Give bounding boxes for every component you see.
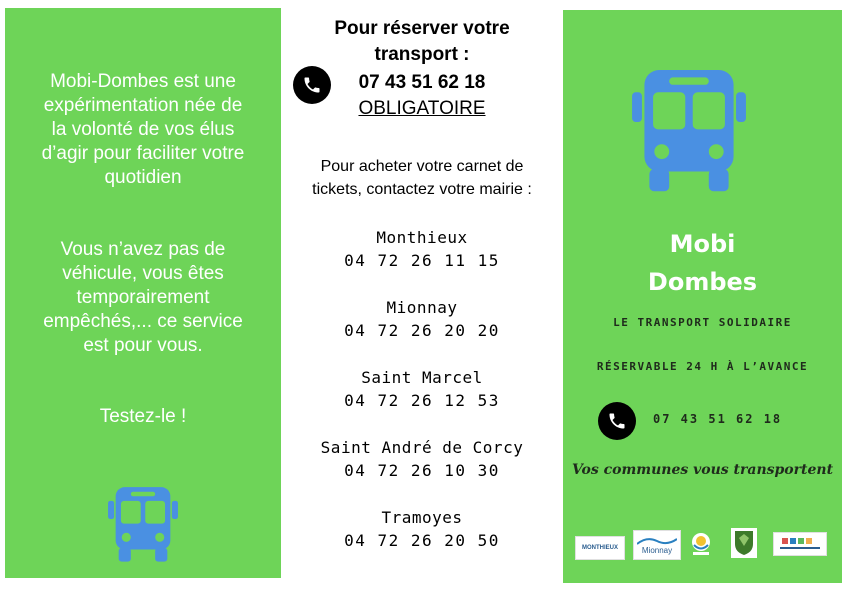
crest-icon <box>690 530 712 558</box>
slogan: Vos communes vous transportent <box>571 462 834 478</box>
intro-paragraph <box>5 70 281 190</box>
audience-line: est pour vous. <box>83 335 203 356</box>
mairie-phone: 04 72 26 12 53 <box>344 391 500 410</box>
mairie-entry <box>281 506 563 552</box>
mairie-name: Tramoyes <box>381 508 463 527</box>
mairie-phone: 04 72 26 11 15 <box>344 251 500 270</box>
reservation-phone: 07 43 51 62 18 <box>358 72 486 93</box>
audience-paragraph <box>5 238 281 358</box>
mairie-name: Mionnay <box>386 298 458 317</box>
logo-tramoyes <box>773 532 827 556</box>
left-panel <box>5 8 281 578</box>
shield-icon <box>731 528 757 558</box>
mairie-phone: 04 72 26 10 30 <box>344 461 500 480</box>
mairie-name: Monthieux <box>376 228 468 247</box>
logo-graphic-icon <box>776 535 824 553</box>
mairie-phone: 04 72 26 20 50 <box>344 531 500 550</box>
mairie-entry <box>281 366 563 412</box>
bus-icon <box>105 484 181 564</box>
audience-line: empêchés,... ce service <box>43 311 243 332</box>
audience-line: Vous n’avez pas de <box>60 239 226 260</box>
brand-title-2: Dombes <box>647 268 758 296</box>
logo-mionnay <box>633 530 681 560</box>
mairie-entry <box>281 226 563 272</box>
mairie-entry <box>281 296 563 342</box>
audience-line: véhicule, vous êtes <box>62 263 224 284</box>
tagline: LE TRANSPORT SOLIDAIRE <box>613 316 792 329</box>
bus-icon <box>627 65 751 195</box>
tickets-line: tickets, contactez votre mairie : <box>312 181 532 198</box>
reservation-phone: 07 43 51 62 18 <box>653 412 783 426</box>
right-panel <box>563 10 842 583</box>
logo-label: Mionnay <box>641 545 673 555</box>
wave-icon <box>637 536 677 546</box>
phone-icon <box>598 402 636 440</box>
cta-text: Testez-le ! <box>99 406 187 427</box>
obligatoire-label: OBLIGATOIRE <box>358 98 486 119</box>
logo-label: MONTHIEUX <box>582 545 618 551</box>
reservable-notice: RÉSERVABLE 24 H À L’AVANCE <box>596 360 809 373</box>
audience-line: temporairement <box>76 287 210 308</box>
reservation-heading: Pour réserver votre <box>334 18 510 39</box>
brand-title: Mobi <box>669 230 736 258</box>
intro-line: Mobi-Dombes est une <box>50 71 236 92</box>
mairie-phone: 04 72 26 20 20 <box>344 321 500 340</box>
intro-line: la volonté de vos élus <box>51 119 235 140</box>
logo-saint-marcel <box>690 530 712 558</box>
mairie-name: Saint André de Corcy <box>320 438 524 457</box>
logo-monthieux <box>575 536 625 560</box>
logo-saint-andre <box>731 528 757 558</box>
reservation-heading-2: transport : <box>374 44 470 65</box>
middle-panel <box>281 0 563 595</box>
mairie-entry <box>281 436 563 482</box>
tickets-line: Pour acheter votre carnet de <box>320 158 524 175</box>
mairie-name: Saint Marcel <box>361 368 483 387</box>
intro-line: quotidien <box>104 167 182 188</box>
intro-line: expérimentation née de <box>43 95 243 116</box>
intro-line: d’agir pour faciliter votre <box>41 143 245 164</box>
